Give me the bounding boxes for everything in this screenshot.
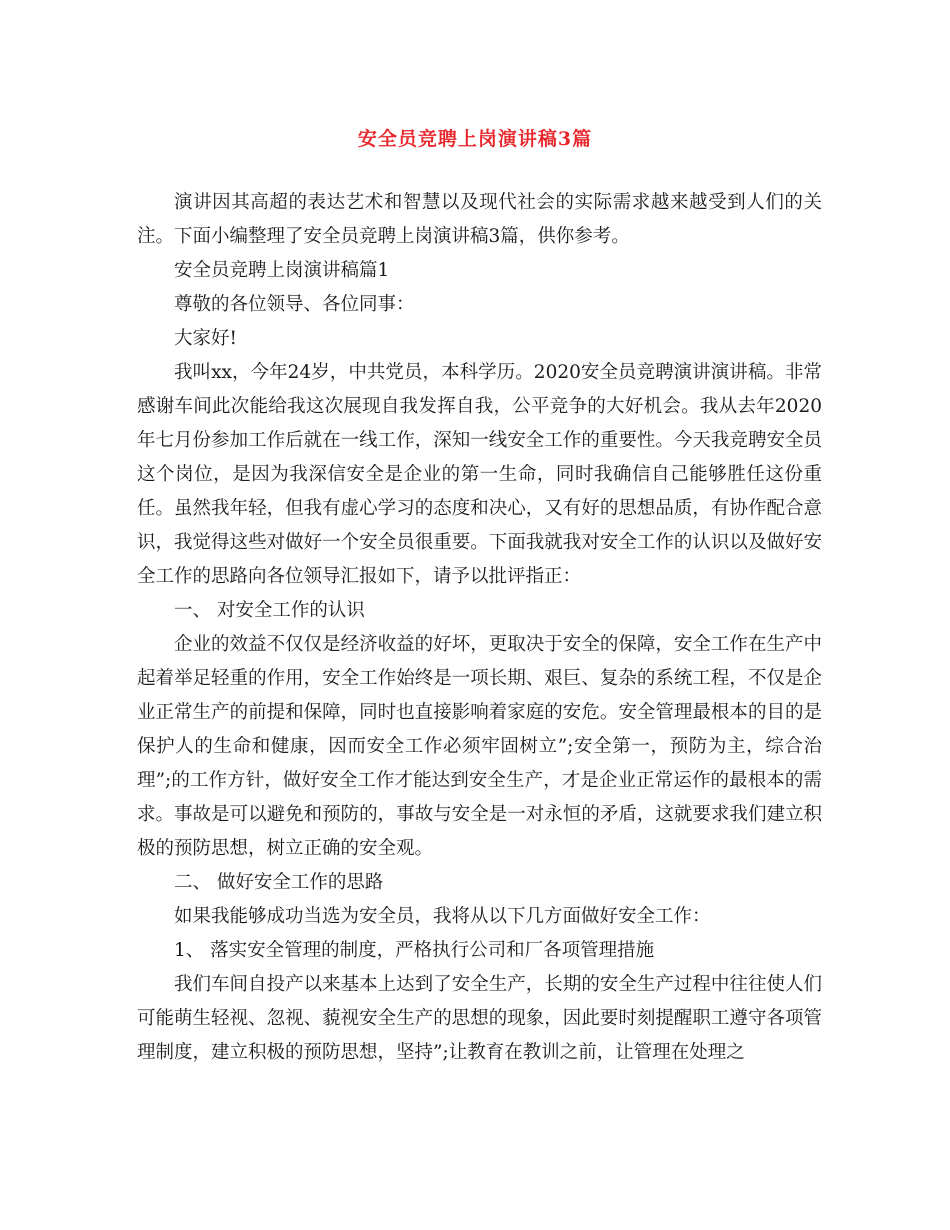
section-heading-1: 一、 对安全工作的认识 <box>174 600 365 621</box>
document-body <box>137 186 822 1070</box>
section-heading-2: 二、 做好安全工作的思路 <box>174 872 384 893</box>
self-introduction-paragraph: 我叫xx，今年24岁，中共党员，本科学历。2020安全员竞聘演讲演讲稿。非常感谢车间此次能给我这次展现自我发挥自我，公平竞争的大好机会。我从去年2020年七月份参加工作后就在一线工作，深知一线安全工作的重要性。今天我竞聘安全员这个岗位，是因为我深信安全是企业的第一生命，同时我确信自己能够胜任这份重任。虽然我年轻，但我有虚心学习的态度和决心，又有好的思想品质，有协作配合意识，我觉得这些对做好一个安全员很重要。下面我就我对安全工作的认识以及做好安全工作的思路向各位领导汇报如下，请予以批评指正： <box>137 362 822 587</box>
plan-intro-paragraph: 如果我能够成功当选为安全员，我将从以下几方面做好安全工作： <box>174 906 711 927</box>
subsection-heading-1: 1、 落实安全管理的制度，严格执行公司和厂各项管理措施 <box>174 940 655 961</box>
salutation: 尊敬的各位领导、各位同事： <box>174 294 415 315</box>
section-heading-speech-1: 安全员竞聘上岗演讲稿篇1 <box>174 260 390 281</box>
management-paragraph: 我们车间自投产以来基本上达到了安全生产，长期的安全生产过程中往往使人们可能萌生轻视、忽视、藐视安全生产的思想的现象，因此要时刻提醒职工遵守各项管理制度，建立积极的预防思想，坚持”;让教育在教训之前，让管理在处理之 <box>137 974 822 1063</box>
greeting: 大家好! <box>174 328 237 349</box>
safety-understanding-paragraph: 企业的效益不仅仅是经济收益的好坏，更取决于安全的保障，安全工作在生产中起着举足轻重的作用，安全工作始终是一项长期、艰巨、复杂的系统工程，不仅是企业正常生产的前提和保障，同时也直接影响着家庭的安危。安全管理最根本的目的是保护人的生命和健康，因而安全工作必须牢固树立”;安全第一，预防为主，综合治理”;的工作方针，做好安全工作才能达到安全生产，才是企业正常运作的最根本的需求。事故是可以避免和预防的，事故与安全是一对永恒的矛盾，这就要求我们建立积极的预防思想，树立正确的安全观。 <box>137 634 822 859</box>
intro-paragraph: 演讲因其高超的表达艺术和智慧以及现代社会的实际需求越来越受到人们的关注。下面小编整理了安全员竞聘上岗演讲稿3篇，供你参考。 <box>137 192 822 247</box>
document-title: 安全员竞聘上岗演讲稿3篇 <box>357 128 593 150</box>
